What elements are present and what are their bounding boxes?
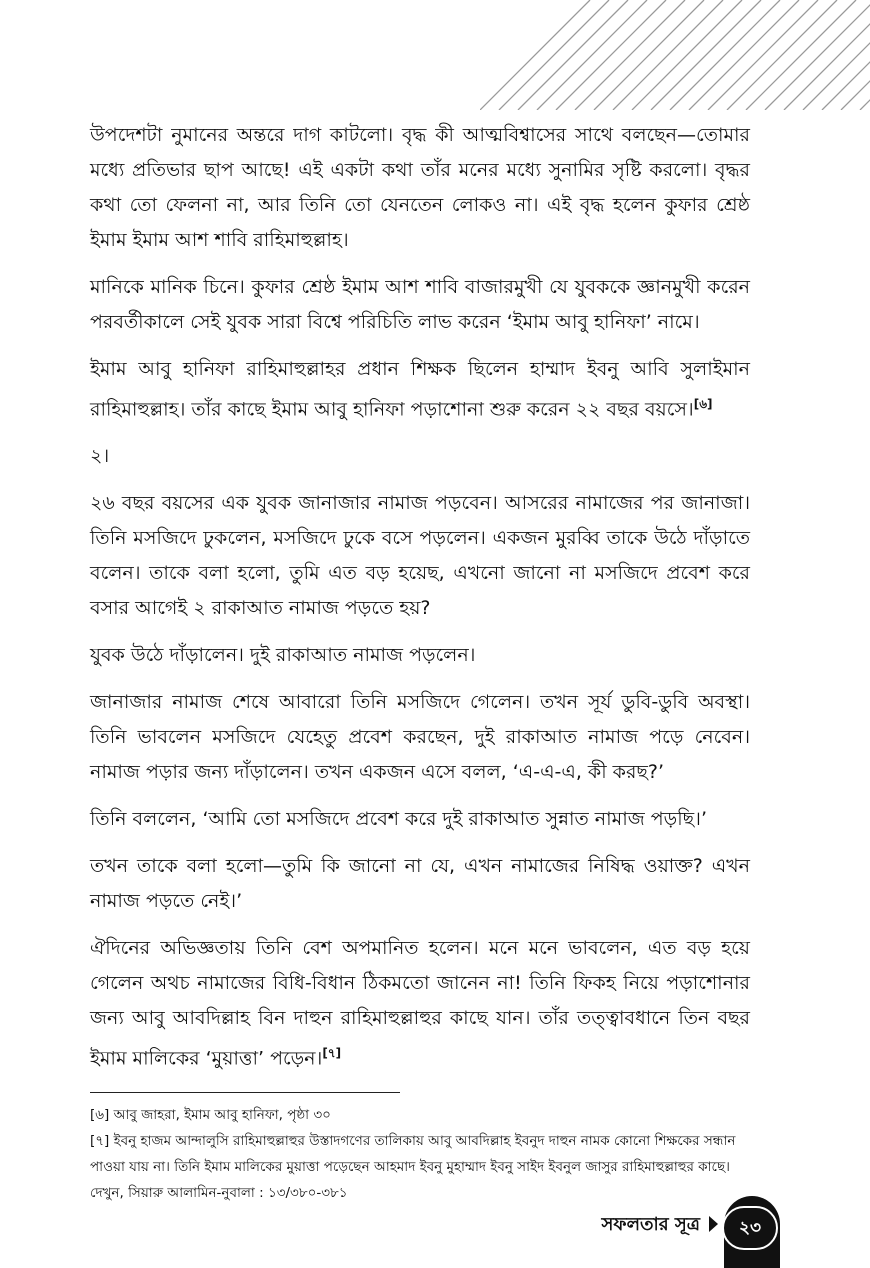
footnote: [৭] ইবনু হাজম আন্দালুসি রাহিমাহুল্লাহুর উস্তাদগণের তালিকায় আবু আবদিল্লাহ ইবনুদ দাহুন নামক কোনো শিক্ষকের সন্ধান পাওয়া যায় না। তিনি ইমাম মালিকের মুয়াত্তা পড়েছেন আহমাদ ইবনু মুহাম্মাদ ইবনু সাইদ ইবনুল জাসুর রাহিমাহুল্লাহুর কাছে। দেখুন, সিয়ারু আলামিন-নুবালা : ১৩/৩৮০-৩৮১ [90, 1133, 736, 1201]
paragraph: মানিকে মানিক চিনে। কুফার শ্রেষ্ঠ ইমাম আশ শাবি বাজারমুখী যে যুবককে জ্ঞানমুখী করেন পরবর্তীকালে সেই যুবক সারা বিশ্বে পরিচিতি লাভ করেন ‘ইমাম আবু হানিফা’ নামে। [90, 276, 750, 333]
section-number: ২। [90, 445, 110, 468]
paragraph: জানাজার নামাজ শেষে আবারো তিনি মসজিদে গেলেন। তখন সূর্য ডুবি-ডুবি অবস্থা। তিনি ভাবলেন মসজিদে যেহেতু প্রবেশ করছেন, দুই রাকাআত নামাজ পড়ে নেবেন। নামাজ পড়ার জন্য দাঁড়ালেন। তখন একজন এসে বলল, ‘এ-এ-এ, কী করছ?’ [90, 691, 750, 784]
paragraph: ইমাম আবু হানিফা রাহিমাহুল্লাহর প্রধান শিক্ষক ছিলেন হাম্মাদ ইবনু আবি সুলাইমান রাহিমাহুল্লাহ। তাঁর কাছে ইমাম আবু হানিফা পড়াশোনা শুরু করেন ২২ বছর বয়সে।[৬] [90, 358, 750, 421]
diagonal-hatch-decoration [480, 0, 870, 110]
book-title: সফলতার সূত্র [601, 1214, 700, 1235]
paragraph: তিনি বললেন, ‘আমি তো মসজিদে প্রবেশ করে দুই রাকাআত সুন্নাত নামাজ পড়ছি।’ [90, 808, 707, 831]
triangle-right-icon [709, 1216, 718, 1232]
footnote-divider [90, 1092, 400, 1093]
footnote: [৬] আবু জাহরা, ইমাম আবু হানিফা, পৃষ্ঠা ৩০ [90, 1107, 331, 1123]
paragraph: যুবক উঠে দাঁড়ালেন। দুই রাকাআত নামাজ পড়লেন। [90, 644, 476, 667]
footnotes [90, 1102, 760, 1206]
footnote-ref: [৬] [693, 397, 713, 411]
paragraph: ঐদিনের অভিজ্ঞতায় তিনি বেশ অপমানিত হলেন। মনে মনে ভাবলেন, এত বড় হয়ে গেলেন অথচ নামাজের বিধি-বিধান ঠিকমতো জানেন না! তিনি ফিকহ নিয়ে পড়াশোনার জন্য আবু আবদিল্লাহ বিন দাহুন রাহিমাহুল্লাহুর কাছে যান। তাঁর তত্ত্বাবধানে তিন বছর ইমাম মালিকের ‘মুয়াত্তা’ পড়েন।[৭] [90, 937, 750, 1070]
page-number: ২৩ [722, 1206, 778, 1250]
paragraph: উপদেশটা নুমানের অন্তরে দাগ কাটলো। বৃদ্ধ কী আত্মবিশ্বাসের সাথে বলছেন—তোমার মধ্যে প্রতিভার ছাপ আছে! এই একটা কথা তাঁর মনের মধ্যে সুনামির সৃষ্টি করলো। বৃদ্ধর কথা তো ফেলনা না, আর তিনি তো যেনতেন লোকও না। এই বৃদ্ধ হলেন কুফার শ্রেষ্ঠ ইমাম ইমাম আশ শাবি রাহিমাহুল্লাহ। [90, 124, 750, 251]
paragraph: তখন তাকে বলা হলো—তুমি কি জানো না যে, এখন নামাজের নিষিদ্ধ ওয়াক্ত? এখন নামাজ পড়তে নেই।’ [90, 855, 750, 913]
paragraph: ২৬ বছর বয়সের এক যুবক জানাজার নামাজ পড়বেন। আসরের নামাজের পর জানাজা। তিনি মসজিদে ঢুকলেন, মসজিদে ঢুকে বসে পড়লেন। একজন মুরব্বি তাকে উঠে দাঁড়াতে বলেন। তাকে বলা হলো, তুমি এত বড় হয়েছ, এখনো জানো না মসজিদে প্রবেশ করে বসার আগেই ২ রাকাআত নামাজ পড়তে হয়? [90, 492, 750, 620]
page-footer [470, 1196, 870, 1268]
footnote-ref: [৭] [322, 1046, 342, 1061]
main-text [90, 118, 750, 1089]
